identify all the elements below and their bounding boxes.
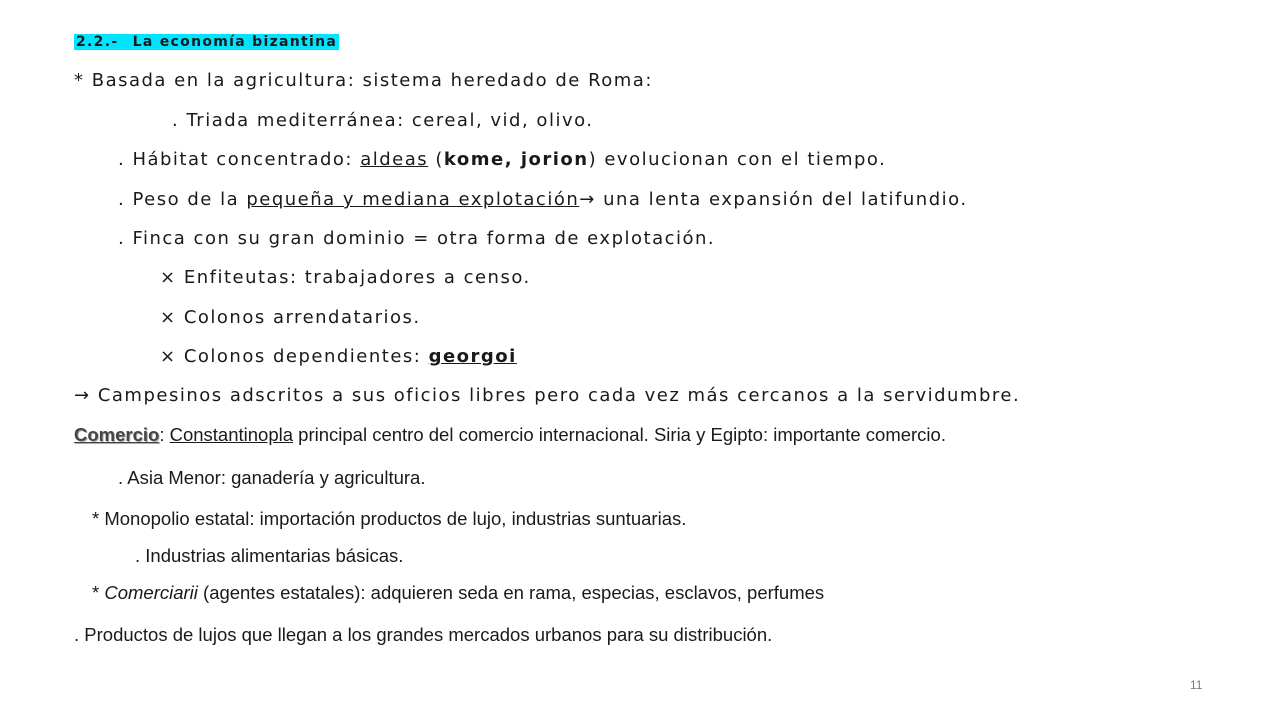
comercio-line [74,424,946,446]
bullet-text: Colonos dependientes: [183,346,429,367]
finca-line: . Finca con su gran dominio = otra forma de explotación. [118,228,716,249]
comerciarii-line [92,582,824,604]
triada-line: . Triada mediterránea: cereal, vid, olivo. [172,110,594,131]
habitat-open: ( [428,149,444,170]
right-arrow-icon: → [74,385,91,406]
aldeas-term: aldeas [360,149,429,170]
cross-bullet-icon: × [160,307,177,328]
bullet-arrendatarios [160,307,421,328]
comerciarii-term: Comerciarii [104,582,198,603]
comercio-rest: principal centro del comercio internacional. Siria y Egipto: importante comercio. [293,424,946,445]
habitat-rest: ) evolucionan con el tiempo. [588,149,887,170]
comerciarii-rest: (agentes estatales): adquieren seda en rama, especias, esclavos, perfumes [197,582,825,603]
bullet-enfiteutas [160,267,531,288]
page-number: 11 [1190,678,1203,692]
comerciarii-prefix: * [92,582,105,603]
section-heading [74,31,339,50]
campesinos-text: Campesinos adscritos a sus oficios libres pero cada vez más cercanos a la servidumbre. [90,385,1021,406]
peso-line [118,189,968,210]
heading-title: La economía bizantina [132,34,338,50]
habitat-prefix: . Hábitat concentrado: [118,149,361,170]
productos-line: . Productos de lujos que llegan a los grandes mercados urbanos para su distribución. [74,624,773,645]
agriculture-intro: * Basada en la agricultura: sistema heredado de Roma: [74,70,653,91]
comercio-colon: : [159,424,170,445]
bullet-dependientes [160,346,517,367]
kome-jorion-terms: kome, jorion [443,149,589,170]
comercio-label: Comercio [74,424,160,445]
cross-bullet-icon: × [160,346,177,367]
explotacion-term: pequeña y mediana explotación [246,189,580,210]
habitat-line [118,149,886,170]
constantinopla-term: Constantinopla [169,424,294,445]
peso-prefix: . Peso de la [118,189,247,210]
peso-rest: una lenta expansión del latifundio. [595,189,968,210]
monopolio-line: * Monopolio estatal: importación productos de lujo, industrias suntuarias. [92,508,687,529]
industrias-line: . Industrias alimentarias básicas. [135,545,404,566]
bullet-text: Enfiteutas: trabajadores a censo. [183,267,531,288]
asia-line: . Asia Menor: ganadería y agricultura. [118,467,426,488]
bullet-text: Colonos arrendatarios. [183,307,421,328]
campesinos-line [74,385,1020,406]
cross-bullet-icon: × [160,267,177,288]
heading-number: 2.2.- [76,34,119,50]
georgoi-term: georgoi [428,346,517,367]
right-arrow-icon: → [579,189,596,210]
heading-gap [120,34,130,50]
